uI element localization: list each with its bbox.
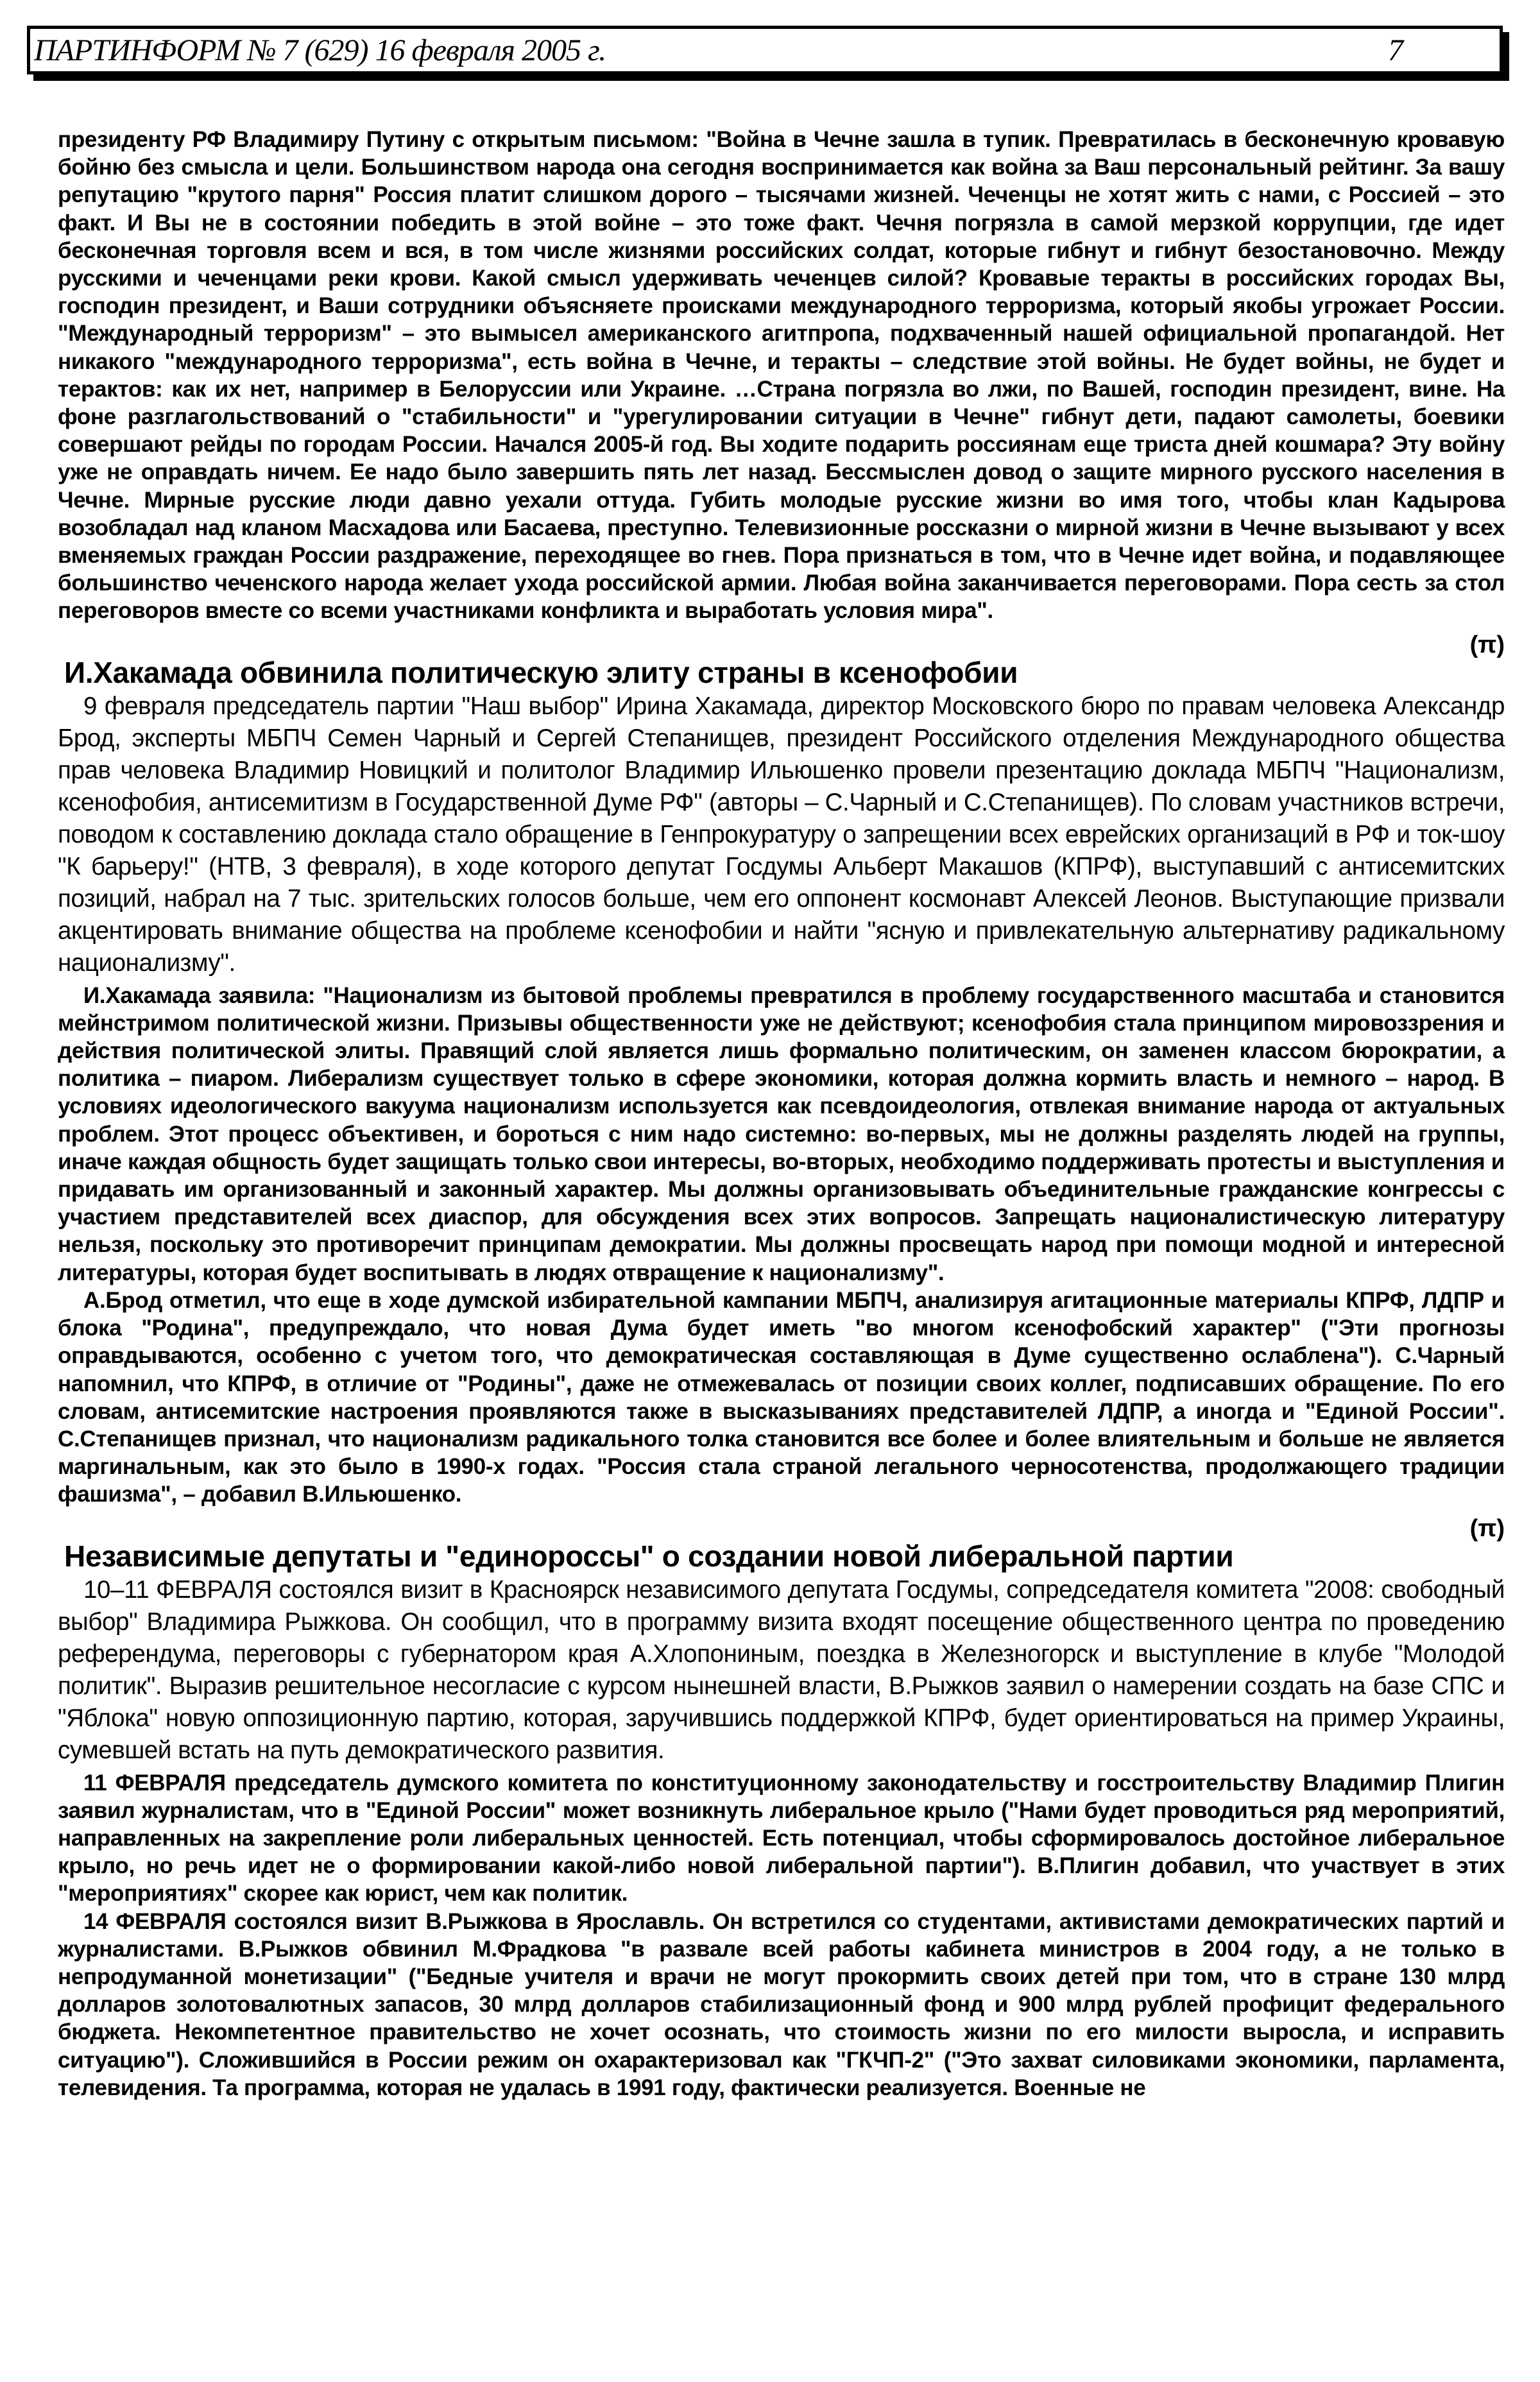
article-paragraph: А.Брод отметил, что еще в ходе думской избирательной кампании МБПЧ, анализируя агитационные материалы КПРФ, ЛДПР и блока "Родина", предупреждало, что новая Дума будет иметь "во многом ксенофобский характер" ("Эти прогнозы оправдываются, особенно с учетом того, что демократическая составляющая в Думе существенно ослаблена"). С.Чарный напомнил, что КПРФ, в отличие от "Родины", даже не отмежевалась от позиции своих коллег, подписавших обращение. По его словам, антисемитские настроения проявляются также в высказываниях представителей ЛДПР, а иногда и "Единой России". С.Степанищев признал, что национализм радикального толка становится все более и более влиятельным и больше не является маргинальным, как это было в 1990-х годах. "Россия стала страной легального черносотенства, продолжающего традиции фашизма", – добавил В.Ильюшенко. [58, 1287, 1505, 1507]
article-paragraph: 11 ФЕВРАЛЯ председатель думского комитета по конституционному законодательству и госстроительству Владимир Плигин заявил журналистам, что в "Единой России" может возникнуть либеральное крыло ("Нами будет проводиться ряд мероприятий, направленных на закрепление роли либеральных ценностей. Есть потенциал, чтобы сформировалось достойное либеральное крыло, но речь идет не о формировании какой-либо новой либеральной партии"). В.Плигин добавил, что участвует в этих "мероприятиях" скорее как юрист, чем как политик. [58, 1770, 1505, 1906]
article-liberal-party [58, 1538, 1505, 2102]
article-paragraph: 9 февраля председатель партии "Наш выбор" Ирина Хакамада, директор Московского бюро по правам человека Александр Брод, эксперты МБПЧ Семен Чарный и Сергей Степанищев, президент Российского отделения Международного общества прав человека Владимир Новицкий и политолог Владимир Ильюшенко провели презентацию доклада МБПЧ "Национализм, ксенофобия, антисемитизм в Государственной Думе РФ" (авторы – С.Чарный и С.Степанищев). По словам участников встречи, поводом к составлению доклада стало обращение в Генпрокуратуру о запрещении всех еврейских организаций в РФ и ток-шоу "К барьеру!" (НТВ, 3 февраля), в ходе которого депутат Госдумы Альберт Макашов (КПРФ), выступавший с антисемитских позиций, набрал на 7 тыс. зрительских голосов больше, чем его оппонент космонавт Алексей Леонов. Выступающие призвали акцентировать внимание общества на проблеме ксенофобии и найти "ясную и привлекательную альтернативу радикальному национализму". [58, 692, 1505, 977]
article-paragraph: 10–11 ФЕВРАЛЯ состоялся визит в Красноярск независимого депутата Госдумы, сопредседателя комитета "2008: свободный выбор" Владимира Рыжкова. Он сообщил, что в программу визита входят посещение общественного центра по проведению референдума, переговоры с губернатором края А.Хлопониным, поездка в Железногорск и выступление в клубе "Молодой политик". Выразив решительное несогласие с курсом нынешней власти, В.Рыжков заявил о намерении создать на базе СПС и "Яблока" новую оппозиционную партию, которая, заручившись поддержкой КПРФ, будет ориентироваться на пример Украины, сумевшей встать на путь демократического развития. [58, 1575, 1505, 1764]
article-signature: (π) [1469, 631, 1505, 658]
page-number: 7 [1388, 33, 1403, 67]
article-paragraph: президенту РФ Владимиру Путину с открытым письмом: "Война в Чечне зашла в тупик. Превратилась в бесконечную кровавую бойню без смысла и цели. Большинством народа она сегодня воспринимается как война за Ваш персональный рейтинг. За вашу репутацию "крутого парня" Россия платит слишком дорого – тысячами жизней. Чеченцы не хотят жить с нами, с Россией – это факт. И Вы не в состоянии победить в этой войне – это тоже факт. Чечня погрязла в самой мерзкой коррупции, где идет бесконечная торговля всем и вся, в том числе жизнями российских солдат, которые гибнут и гибнут безостановочно. Между русскими и чеченцами реки крови. Какой смысл удерживать чеченцев силой? Кровавые теракты в российских городах Вы, господин президент, и Ваши сотрудники объясняете происками международного терроризма, который якобы угрожает России. "Международный терроризм" – это вымысел американского агитпропа, подхваченный нашей официальной пропагандой. Нет никакого "международного терроризма", есть война в Чечне, и теракты – следствие этой войны. Не будет войны, не будет и терактов: как их нет, например в Белоруссии или Украине. …Страна погрязла во лжи, по Вашей, господин президент, вине. На фоне разглагольствований о "стабильности" и "урегулировании ситуации в Чечне" гибнут дети, падают самолеты, боевики совершают рейды по городам России. Начался 2005-й год. Вы ходите подарить россиянам еще триста дней кошмара? Эту войну уже не оправдать ничем. Ее надо было завершить пять лет назад. Бессмыслен довод о защите мирного русского населения в Чечне. Мирные русские люди давно уехали оттуда. Губить молодые русские жизни во имя того, чтобы клан Кадырова возобладал над кланом Масхадова или Басаева, преступно. Телевизионные россказни о мирной жизни в Чечне вызывают у всех вменяемых граждан России раздражение, переходящее во гнев. Пора признаться в том, что в Чечне идет война, и подавляющее большинство чеченского народа желает ухода российской армии. Любая война заканчивается переговорами. Пора сесть за стол переговоров вместе со всеми участниками конфликта и выработать условия мира". [58, 127, 1505, 624]
publication-title: ПАРТИНФОРМ № 7 (629) 16 февраля 2005 г. [34, 33, 606, 67]
article-paragraph: И.Хакамада заявила: "Национализм из бытовой проблемы превратился в проблему государственного масштаба и становится мейнстримом политической жизни. Призывы общественности уже не действуют; ксенофобия стала принципом мировоззрения и действия политической элиты. Правящий слой является лишь формально политическим, он заменен классом бюрократии, а политика – пиаром. Либерализм существует только в сфере экономики, которая должна кормить власть и немного – народ. В условиях идеологического вакуума национализм используется как псевдоидеология, отвлекая внимание народа от актуальных проблем. Этот процесс объективен, и бороться с ним надо системно: во-первых, мы не должны разделять людей на группы, иначе каждая общность будет защищать только свои интересы, во-вторых, необходимо поддерживать протесты и выступления и придавать им организованный и законный характер. Мы должны организовывать объединительные гражданские конгрессы с участием представителей всех диаспор, для обсуждения всех этих вопросов. Запрещать националистическую литературу нельзя, поскольку это противоречит принципам демократии. Мы должны просвещать народ при помощи модной и интересной литературы, которая будет воспитывать в людях отвращение к национализму". [58, 982, 1505, 1285]
article-signature: (π) [1469, 1514, 1505, 1542]
page-header [27, 26, 1503, 74]
article-chechnya-letter [58, 126, 1505, 660]
article-column [58, 126, 1505, 2102]
article-title: Независимые депутаты и "единороссы" о создании новой либеральной партии [64, 1539, 1234, 1573]
article-paragraph: 14 ФЕВРАЛЯ состоялся визит В.Рыжкова в Ярославль. Он встретился со студентами, активистами демократических партий и журналистами. В.Рыжков обвинил М.Фрадкова "в развале всей работы кабинета министров в 2004 году, а не только в непродуманной монетизации" ("Бедные учителя и врачи не могут прокормить своих детей при том, что в стране 130 млрд долларов золотовалютных запасов, 30 млрд долларов стабилизационный фонд и 900 млрд рублей профицит федерального бюджета. Некомпетентное правительство не хочет осознать, что стоимость жизни по его милости выросла, и исправить ситуацию"). Сложившийся в России режим он охарактеризовал как "ГКЧП-2" ("Это захват силовиками экономики, парламента, телевидения. Та программа, которая не удалась в 1991 году, фактически реализуется. Военные не [58, 1908, 1505, 2100]
article-khakamada [58, 655, 1505, 1543]
article-title: И.Хакамада обвинила политическую элиту страны в ксенофобии [64, 655, 1018, 689]
